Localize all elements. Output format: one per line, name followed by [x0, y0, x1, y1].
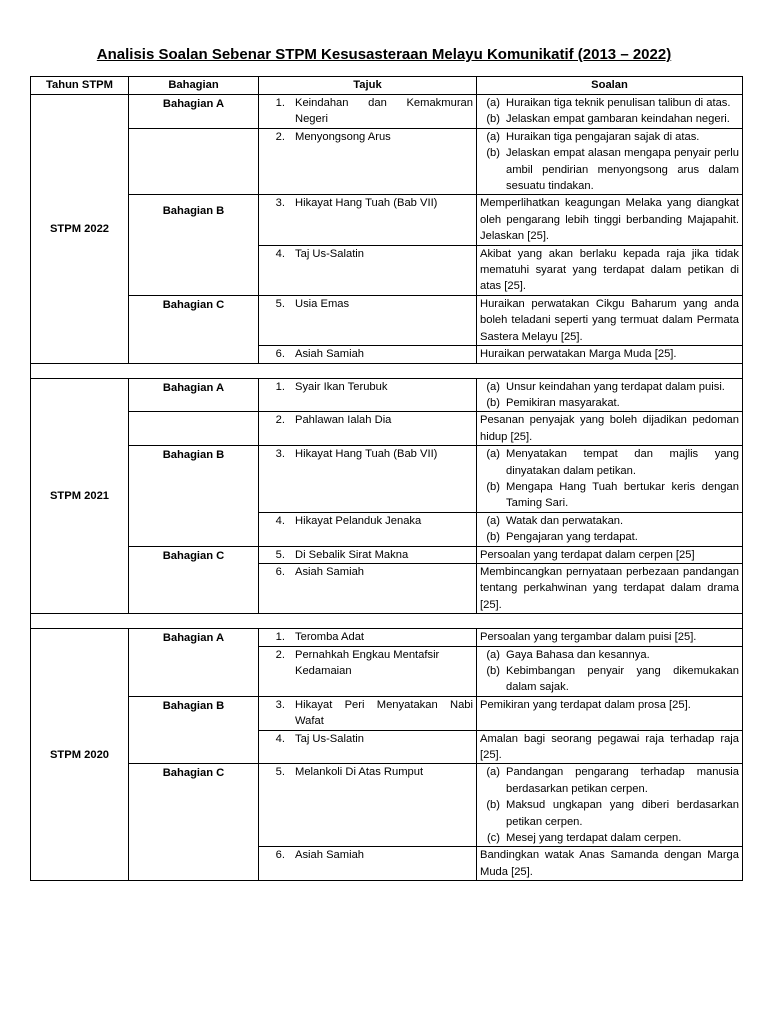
question-text: Huraikan tiga teknik penulisan talibun di atas.: [506, 97, 731, 109]
topic-cell: [259, 128, 477, 195]
year-cell: STPM 2021: [31, 378, 129, 614]
topic-cell: [259, 696, 477, 730]
topic-number: 4.: [275, 247, 285, 260]
topic-title: Taj Us-Salatin: [295, 247, 365, 260]
question-label: (a): [486, 648, 500, 661]
question-text: Pemikiran masyarakat.: [506, 396, 620, 409]
question-cell: [477, 512, 743, 546]
table-row: [31, 295, 743, 345]
question-cell: Amalan bagi seorang pegawai raja terhadap raja [25].: [477, 730, 743, 764]
question-label: (b): [486, 799, 500, 812]
question-cell: Bandingkan watak Anas Samanda dengan Marga Muda [25].: [477, 847, 743, 881]
header-question: Soalan: [477, 77, 743, 95]
topic-cell: [259, 563, 477, 613]
topic-cell: [259, 646, 477, 696]
section-cell: Bahagian B: [129, 195, 259, 295]
topic-title: Teromba Adat: [295, 631, 365, 644]
section-cell: Bahagian C: [129, 546, 259, 614]
topic-cell: [259, 546, 477, 563]
topic-title: Pernahkah Engkau Mentafsir Kedamaian: [295, 648, 440, 677]
topic-number: 1.: [275, 631, 285, 644]
topic-cell: [259, 346, 477, 363]
question-cell: [477, 95, 743, 129]
section-cell: [129, 128, 259, 195]
topic-number: 5.: [275, 548, 285, 561]
question-text: Pengajaran yang terdapat.: [506, 531, 638, 544]
header-row: [31, 77, 743, 95]
question-cell: Huraikan perwatakan Marga Muda [25].: [477, 346, 743, 363]
topic-cell: [259, 847, 477, 881]
section-cell: Bahagian C: [129, 295, 259, 363]
topic-number: 4.: [275, 732, 285, 745]
topic-number: 6.: [275, 849, 285, 862]
topic-number: 6.: [275, 565, 285, 578]
question-text: Mesej yang terdapat dalam cerpen.: [506, 832, 682, 845]
table-row: [31, 195, 743, 245]
question-text: Jelaskan empat gambaran keindahan negeri.: [506, 113, 730, 126]
topic-cell: [259, 378, 477, 412]
section-cell: Bahagian A: [129, 378, 259, 412]
table-row: [31, 546, 743, 563]
section-cell: [129, 412, 259, 446]
table-row: [31, 412, 743, 446]
question-label: (a): [486, 514, 500, 527]
topic-cell: [259, 764, 477, 847]
question-text: Pandangan pengarang terhadap manusia berdasarkan petikan cerpen.: [506, 766, 739, 795]
question-label: (c): [486, 832, 500, 845]
year-cell: STPM 2022: [31, 95, 129, 364]
topic-title: Hikayat Peri Menyatakan Nabi Wafat: [295, 698, 473, 728]
section-cell: Bahagian C: [129, 764, 259, 881]
topic-number: 5.: [275, 297, 285, 310]
topic-cell: [259, 245, 477, 295]
separator-row: [31, 614, 743, 629]
question-cell: [477, 446, 743, 513]
topic-cell: [259, 295, 477, 345]
exam-analysis-table: [30, 76, 743, 881]
question-text: Maksud ungkapan yang diberi berdasarkan petikan cerpen.: [506, 799, 739, 828]
question-cell: Pesanan penyajak yang boleh dijadikan pedoman hidup [25].: [477, 412, 743, 446]
question-text: Huraikan tiga pengajaran sajak di atas.: [506, 130, 700, 143]
header-year: Tahun STPM: [31, 77, 129, 95]
topic-cell: [259, 195, 477, 245]
table-row: [31, 95, 743, 129]
question-cell: [477, 764, 743, 847]
separator-cell: [31, 614, 743, 629]
topic-number: 3.: [275, 448, 285, 461]
topic-title: Hikayat Hang Tuah (Bab VII): [295, 448, 438, 461]
topic-number: 1.: [275, 97, 285, 109]
table-row: [31, 378, 743, 412]
topic-title: Usia Emas: [295, 297, 350, 310]
question-cell: Pemikiran yang terdapat dalam prosa [25].: [477, 696, 743, 730]
question-text: Jelaskan empat alasan mengapa penyair perlu ambil pendirian menyongsong arus dalam sesuatu tindakan.: [506, 147, 739, 193]
question-cell: Membincangkan pernyataan perbezaan pandangan tentang perkahwinan yang terdapat dalam drama [25].: [477, 563, 743, 613]
question-text: Watak dan perwatakan.: [506, 514, 624, 527]
question-cell: Persoalan yang terdapat dalam cerpen [25]: [477, 546, 743, 563]
question-cell: [477, 378, 743, 412]
topic-number: 6.: [275, 348, 285, 361]
topic-number: 4.: [275, 514, 285, 527]
separator-cell: [31, 363, 743, 378]
question-cell: [477, 128, 743, 195]
question-label: (a): [486, 97, 500, 109]
question-text: Unsur keindahan yang terdapat dalam puisi.: [506, 380, 725, 393]
question-cell: Akibat yang akan berlaku kepada raja jika tidak mematuhi syarat yang terdapat dalam petikan di atas [25].: [477, 245, 743, 295]
topic-title: Asiah Samiah: [295, 348, 365, 361]
topic-cell: [259, 512, 477, 546]
document-title: Analisis Soalan Sebenar STPM Kesusasteraan Melayu Komunikatif (2013 – 2022): [96, 46, 672, 63]
question-label: (b): [486, 665, 500, 677]
topic-number: 3.: [275, 698, 285, 711]
topic-title: Asiah Samiah: [295, 565, 365, 578]
year-cell: STPM 2020: [31, 629, 129, 881]
topic-title: Keindahan dan Kemakmuran Negeri: [295, 97, 473, 126]
section-cell: Bahagian A: [129, 629, 259, 697]
topic-number: 5.: [275, 766, 285, 779]
topic-number: 1.: [275, 380, 285, 393]
question-text: Menyatakan tempat dan majlis yang dinyatakan dalam petikan.: [506, 448, 739, 477]
topic-title: Pahlawan Ialah Dia: [295, 414, 392, 427]
question-label: (b): [486, 531, 500, 544]
question-label: (a): [486, 130, 500, 143]
question-label: (a): [486, 766, 500, 779]
separator-row: [31, 363, 743, 378]
topic-title: Taj Us-Salatin: [295, 732, 365, 745]
question-label: (b): [486, 113, 500, 126]
table-row: [31, 764, 743, 847]
topic-title: Syair Ikan Terubuk: [295, 380, 388, 393]
topic-number: 2.: [275, 648, 285, 661]
topic-cell: [259, 629, 477, 646]
table-row: [31, 446, 743, 513]
topic-cell: [259, 412, 477, 446]
question-label: (a): [486, 448, 500, 461]
question-label: (b): [486, 396, 500, 409]
question-label: (b): [486, 480, 500, 493]
topic-cell: [259, 446, 477, 513]
topic-cell: [259, 730, 477, 764]
topic-number: 3.: [275, 197, 285, 210]
question-cell: Huraikan perwatakan Cikgu Baharum yang anda boleh teladani seperti yang termuat dalam Permata Sastera Melayu [25].: [477, 295, 743, 345]
table-row: [31, 128, 743, 195]
question-cell: Memperlihatkan keagungan Melaka yang diangkat oleh pengarang lebih tinggi berbanding Majapahit. Jelaskan [25].: [477, 195, 743, 245]
question-text: Gaya Bahasa dan kesannya.: [506, 648, 650, 661]
header-topic: Tajuk: [259, 77, 477, 95]
question-cell: [477, 646, 743, 696]
topic-title: Menyongsong Arus: [295, 130, 391, 143]
topic-title: Hikayat Hang Tuah (Bab VII): [295, 197, 438, 210]
table-row: [31, 696, 743, 730]
topic-number: 2.: [275, 130, 285, 143]
topic-title: Melankoli Di Atas Rumput: [295, 766, 424, 779]
section-cell: Bahagian B: [129, 696, 259, 764]
question-label: (b): [486, 147, 500, 160]
table-row: [31, 629, 743, 646]
question-text: Kebimbangan penyair yang dikemukakan dalam sajak.: [506, 665, 739, 694]
topic-cell: [259, 95, 477, 129]
section-cell: Bahagian B: [129, 446, 259, 546]
question-label: (a): [486, 380, 500, 393]
topic-title: Hikayat Pelanduk Jenaka: [295, 514, 422, 527]
section-cell: Bahagian A: [129, 95, 259, 129]
topic-title: Di Sebalik Sirat Makna: [295, 548, 409, 561]
topic-title: Asiah Samiah: [295, 849, 365, 862]
topic-number: 2.: [275, 414, 285, 427]
question-cell: Persoalan yang tergambar dalam puisi [25].: [477, 629, 743, 646]
header-section: Bahagian: [129, 77, 259, 95]
question-text: Mengapa Hang Tuah bertukar keris dengan Taming Sari.: [506, 480, 739, 510]
